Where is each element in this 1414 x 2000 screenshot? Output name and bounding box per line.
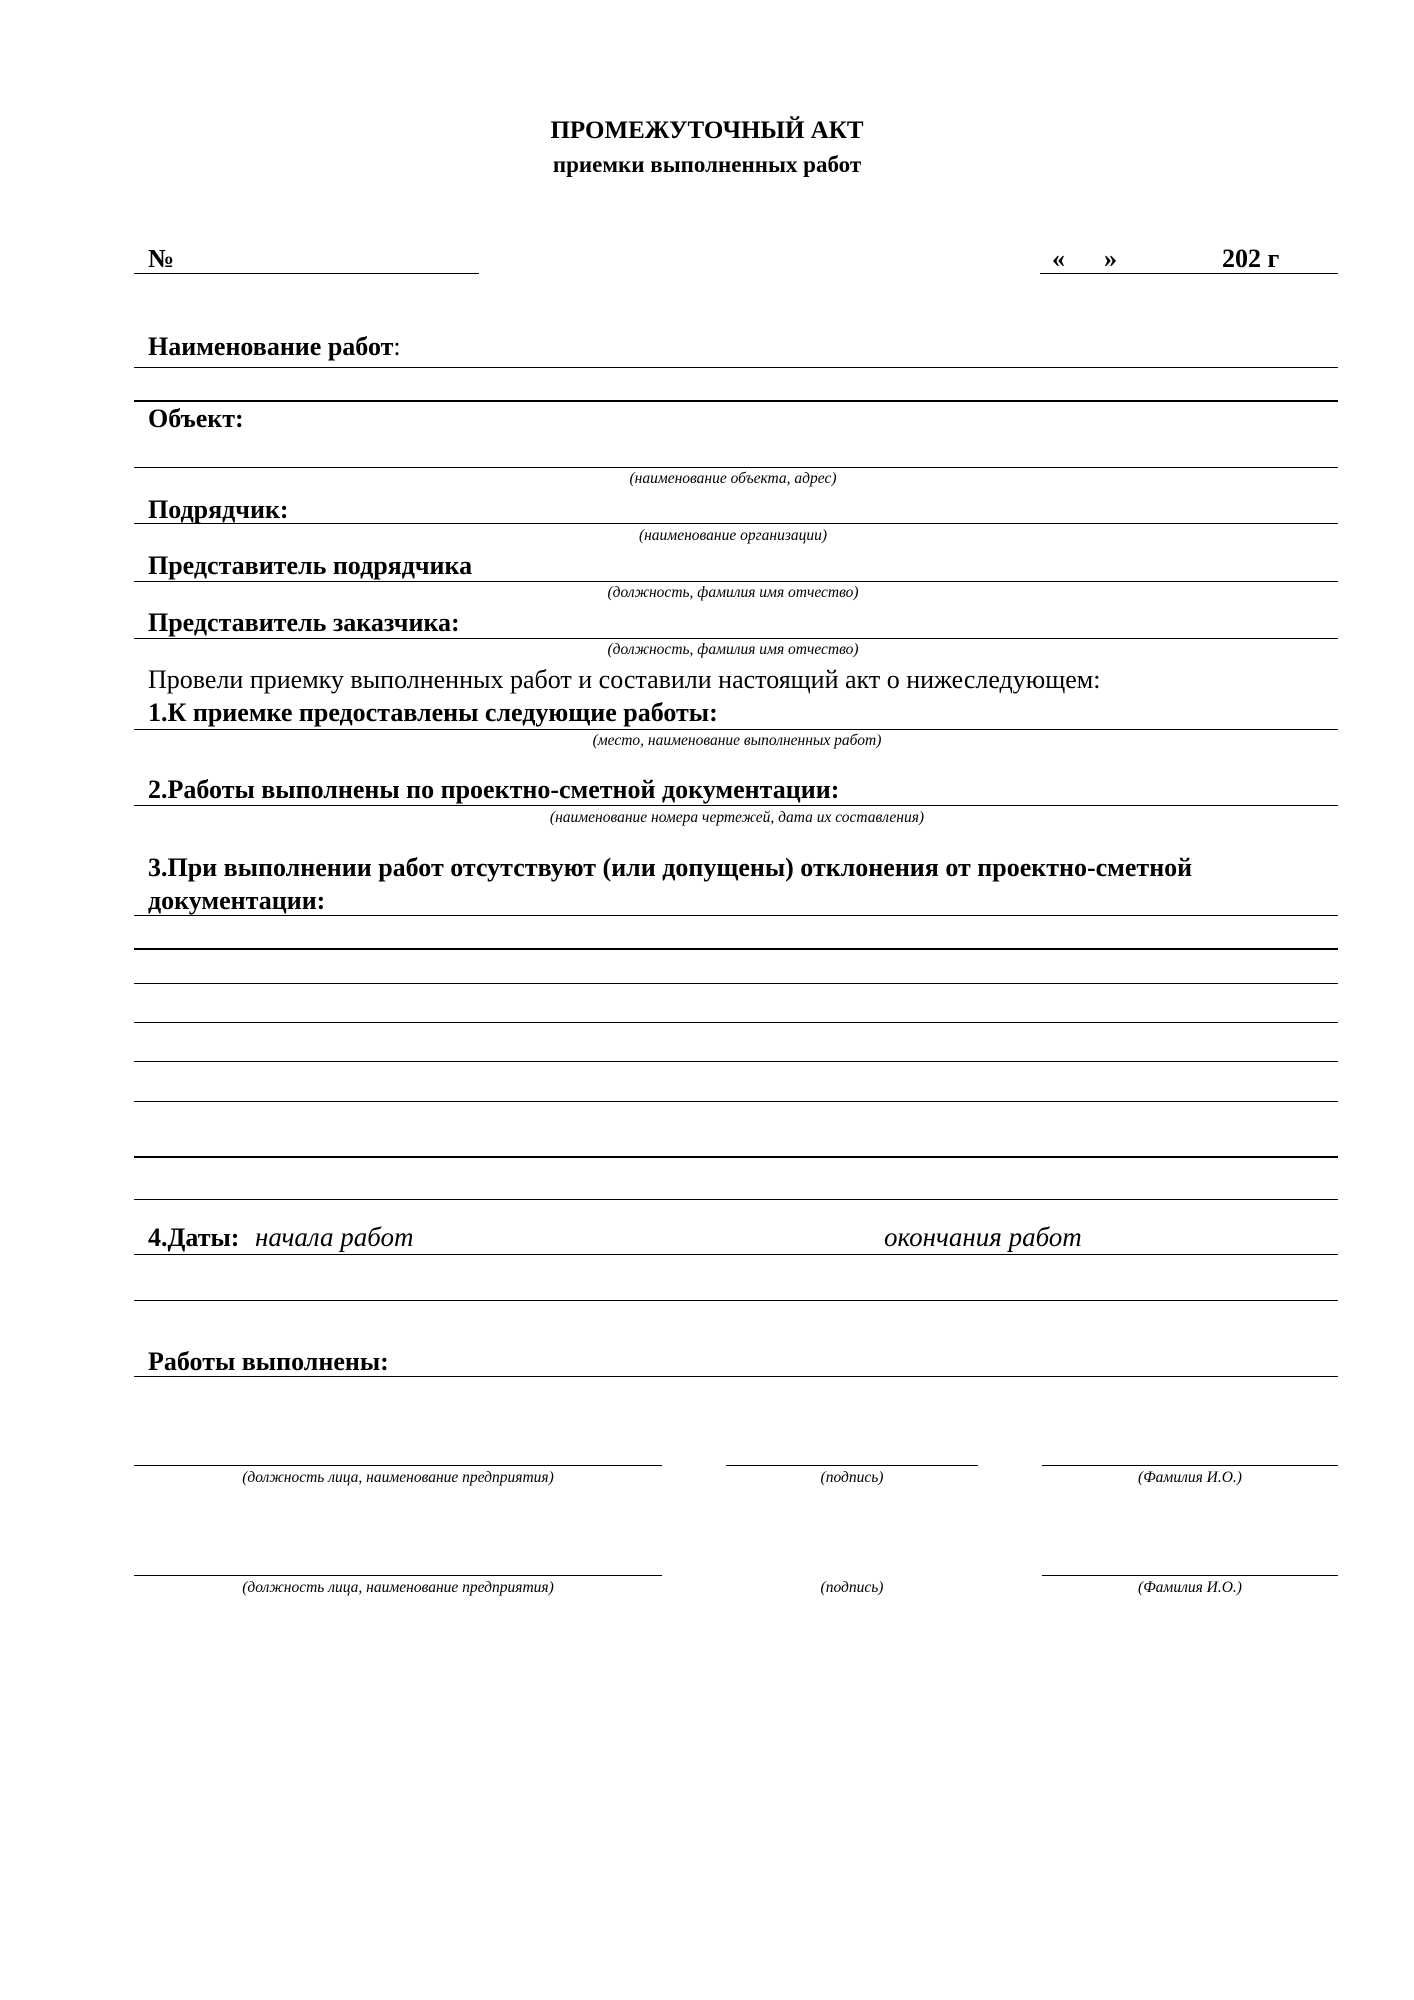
signature2-position-hint: (должность лица, наименование предприятия): [242, 1579, 554, 1596]
item3-label-line1: 3.При выполнении работ отсутствуют (или допущены) отклонения от проектно-сметной: [148, 853, 1193, 882]
intro-text: Провели приемку выполненных работ и составили настоящий акт о нижеследующем:: [148, 665, 1101, 694]
end-date-label: окончания работ: [884, 1222, 1082, 1252]
item3-line-7[interactable]: [134, 1156, 1338, 1158]
signature1-name-field[interactable]: [1042, 1465, 1338, 1466]
customer-rep-label: Представитель заказчика:: [148, 608, 460, 637]
dates-field[interactable]: [134, 1254, 1338, 1255]
dates-field-2[interactable]: [134, 1300, 1338, 1301]
act-number-label: №: [148, 244, 175, 273]
signature2-sign-hint: (подпись): [820, 1579, 884, 1596]
item3-line-8[interactable]: [134, 1199, 1338, 1200]
customer-rep-hint: (должность, фамилия имя отчество): [607, 641, 859, 658]
start-date-label: начала работ: [255, 1222, 414, 1252]
contractor-field[interactable]: [134, 523, 1338, 524]
work-name-label: Наименование работ: [148, 332, 394, 361]
signature1-position-hint: (должность лица, наименование предприятия): [242, 1469, 554, 1486]
contractor-label: Подрядчик:: [148, 495, 289, 524]
act-number-field[interactable]: [134, 273, 479, 274]
item3-line-3[interactable]: [134, 983, 1338, 984]
item1-field[interactable]: [134, 729, 1338, 730]
item2-label: 2.Работы выполнены по проектно-сметной документации:: [148, 775, 840, 804]
work-name-label-wrap: [148, 334, 401, 360]
item3-line-5[interactable]: [134, 1061, 1338, 1062]
item1-label: 1.К приемке предоставлены следующие работы:: [148, 698, 718, 727]
item2-hint: (наименование номера чертежей, дата их составления): [549, 809, 925, 826]
work-name-field-2[interactable]: [134, 400, 1338, 402]
act-date-field[interactable]: [1040, 273, 1338, 274]
date-close-quote: »: [1104, 244, 1117, 273]
item3-label-line2: документации:: [148, 886, 326, 915]
document-subtitle: приемки выполненных работ: [552, 152, 862, 177]
work-name-colon: :: [393, 332, 401, 361]
date-year-label: 202 г: [1222, 244, 1280, 273]
object-label: Объект:: [148, 404, 244, 433]
contractor-rep-field[interactable]: [134, 581, 1338, 582]
signature1-sign-hint: (подпись): [820, 1469, 884, 1486]
item3-line-4[interactable]: [134, 1022, 1338, 1023]
item3-line-6[interactable]: [134, 1101, 1338, 1102]
customer-rep-field[interactable]: [134, 638, 1338, 639]
signature1-position-field[interactable]: [134, 1465, 662, 1466]
contractor-rep-label: Представитель подрядчика: [148, 551, 473, 580]
works-completed-field[interactable]: [134, 1376, 1338, 1377]
contractor-hint: (наименование организации): [638, 527, 828, 544]
item2-field[interactable]: [134, 805, 1338, 806]
works-completed-label: Работы выполнены:: [148, 1347, 389, 1376]
object-hint: (наименование объекта, адрес): [629, 470, 837, 487]
item3-line-1[interactable]: [134, 915, 1338, 916]
contractor-rep-hint: (должность, фамилия имя отчество): [607, 584, 859, 601]
signature2-name-hint: (Фамилия И.О.): [1138, 1579, 1242, 1596]
dates-label: 4.Даты:: [148, 1223, 240, 1252]
work-name-field[interactable]: [134, 367, 1338, 368]
signature1-sign-field[interactable]: [726, 1465, 978, 1466]
signature2-position-field[interactable]: [134, 1575, 662, 1576]
date-open-quote: «: [1052, 244, 1065, 273]
signature1-name-hint: (Фамилия И.О.): [1138, 1469, 1242, 1486]
object-field[interactable]: [134, 467, 1338, 468]
item1-hint: (место, наименование выполненных работ): [592, 732, 882, 749]
item3-line-2[interactable]: [134, 948, 1338, 950]
signature2-name-field[interactable]: [1042, 1575, 1338, 1576]
document-title: ПРОМЕЖУТОЧНЫЙ АКТ: [550, 117, 864, 144]
